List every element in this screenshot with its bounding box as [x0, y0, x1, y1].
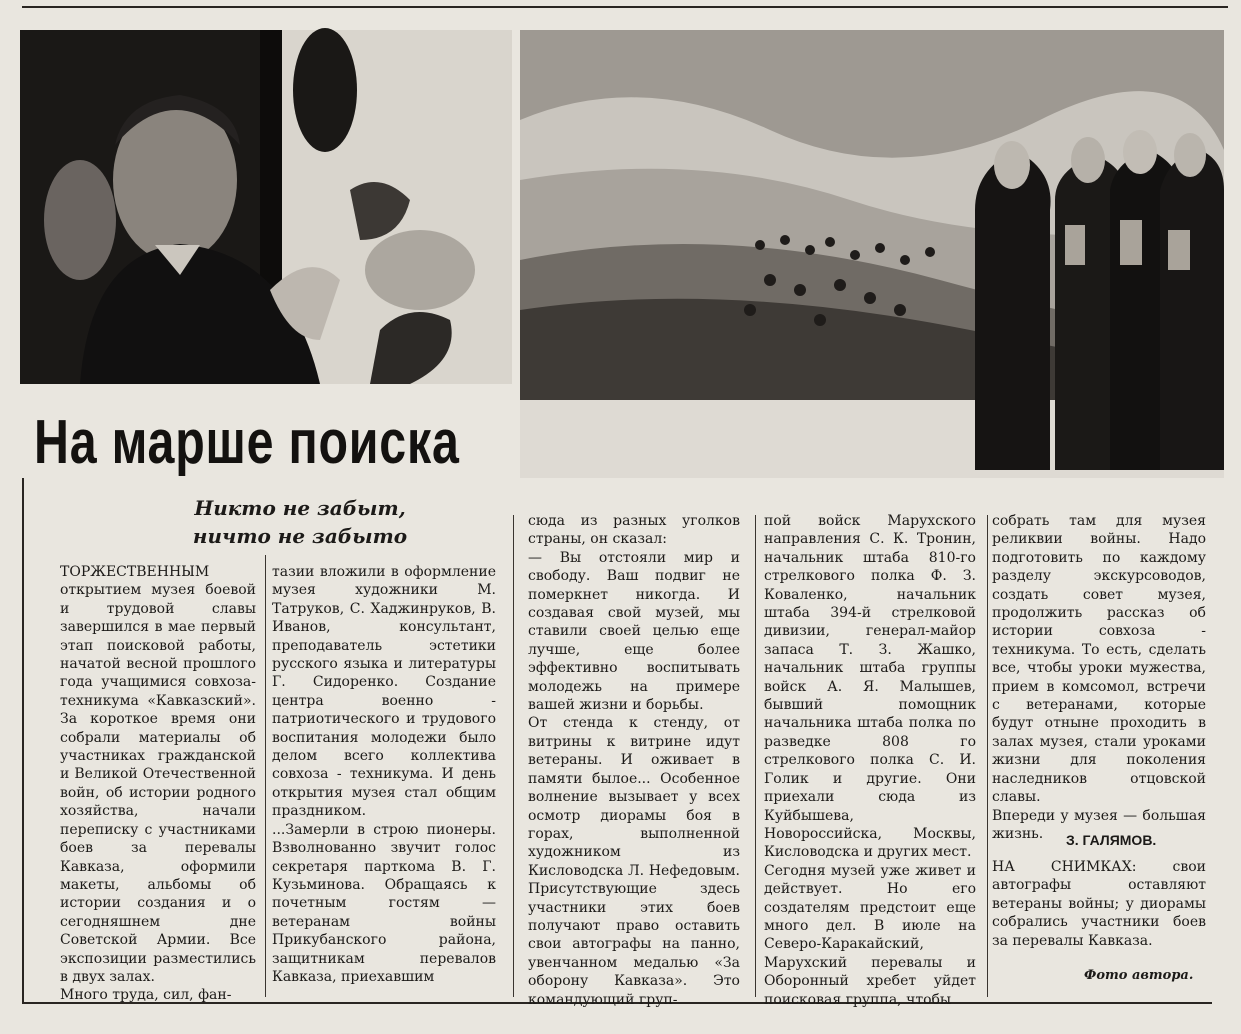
column-divider: [755, 515, 756, 997]
article-headline: На марше поиска: [34, 408, 460, 477]
column-divider: [987, 515, 988, 997]
top-rule: [22, 6, 1228, 8]
article-subhead: Никто не забыт, ничто не забыто: [192, 496, 408, 548]
photo-diorama-veterans: [520, 30, 1224, 478]
left-rule: [22, 478, 24, 1004]
article-column-3: сюда из разных уголков страны, он сказал: — Вы отстояли мир и свободу. Ваш подвиг не померкнет никогда. И создавая свой музей, мы ставили своей целью еще лучше, еще более эффективно воспитывать молодежь на примере вашей жизни и борьбы. От стенда к стенду, от витрины к витрине идут ветераны. И оживает в памяти былое... Особенное волнение вызывает у всех осмотр диорамы боя в горах, выполненной художником из Кисловодска Л. Нефедовым. Присутствующие здесь участники этих боев получают право оставить свои автографы на панно, увенчанном медалью «За оборону Кавказа». Это командующий груп-: [528, 513, 740, 1008]
column-divider: [513, 515, 514, 997]
article-column-2: тазии вложили в оформление музея художники М. Татруков, С. Хаджинруков, В. Иванов, консультант, преподаватель эстетики русского языка и литературы Г. Сидоренко. Создание центра военно - патриотического и трудового воспитания молодежи было делом всего коллектива совхоза - техникума. И день открытия музея стал общим праздником. ...Замерли в строю пионеры. Взволнованно звучит голос секретаря парткома В. Г. Кузьминова. Обращаясь к почетным гостям — ветеранам войны Прикубанского района, защитникам перевалов Кавказа, приехавшим: [272, 564, 496, 985]
column-divider: [265, 555, 266, 997]
article-byline: З. ГАЛЯМОВ.: [1066, 832, 1157, 848]
photo-credit: Фото автора.: [1084, 968, 1194, 983]
photo-caption: НА СНИМКАХ: свои автографы оставляют ветераны войны; у диорамы собрались участники боев за перевалы Кавказа.: [992, 859, 1206, 949]
photo-veteran-signing: [20, 30, 512, 384]
article-column-1: ТОРЖЕСТВЕННЫМ открытием музея боевой и трудовой славы завершился в мае первый этап поисковой работы, начатой весной прошлого года учащимися совхоза-техникума «Кавказский». За короткое время они собрали материалы об участниках гражданской и Великой Отечественной войн, об истории родного хозяйства, начали переписку с участниками боев за перевалы Кавказа, оформили макеты, альбомы об истории создания и о сегодняшнем дне Советской Армии. Все экспозиции разместились в двух залах. Много труда, сил, фан-: [60, 564, 256, 1004]
article-column-4: пой войск Марухского направления С. К. Тронин, начальник штаба 810-го стрелкового полка Ф. З. Коваленко, начальник штаба 394-й стрелковой дивизии, генерал-майор запаса Т. З. Жашко, начальник штаба группы войск А. Я. Малышев, бывший помощник начальника штаба полка по разведке 808 го стрелкового полка С. И. Голик и другие. Они приехали сюда из Куйбышева, Новороссийска, Москвы, Кисловодска и других мест. Сегодня музей уже живет и действует. Но его создателям предстоит еще много дел. В июле на Северо-Каракайский, Марухский перевалы и Оборонный хребет уйдет поисковая группа, чтобы: [764, 513, 976, 1008]
photo-diorama-veterans-image: [520, 30, 1224, 478]
article-column-5: собрать там для музея реликвии войны. Надо подготовить по каждому разделу экскурсоводов, создать совет музея, продолжить рассказ об истории совхоза - техникума. То есть, сделать все, чтобы уроки мужества, прием в комсомол, встречи с ветеранами, которые будут отныне проходить в залах музея, стали уроками жизни для поколения наследников отцовской славы. Впереди у музея — большая жизнь.: [992, 513, 1206, 842]
photo-veteran-signing-image: [20, 30, 512, 384]
